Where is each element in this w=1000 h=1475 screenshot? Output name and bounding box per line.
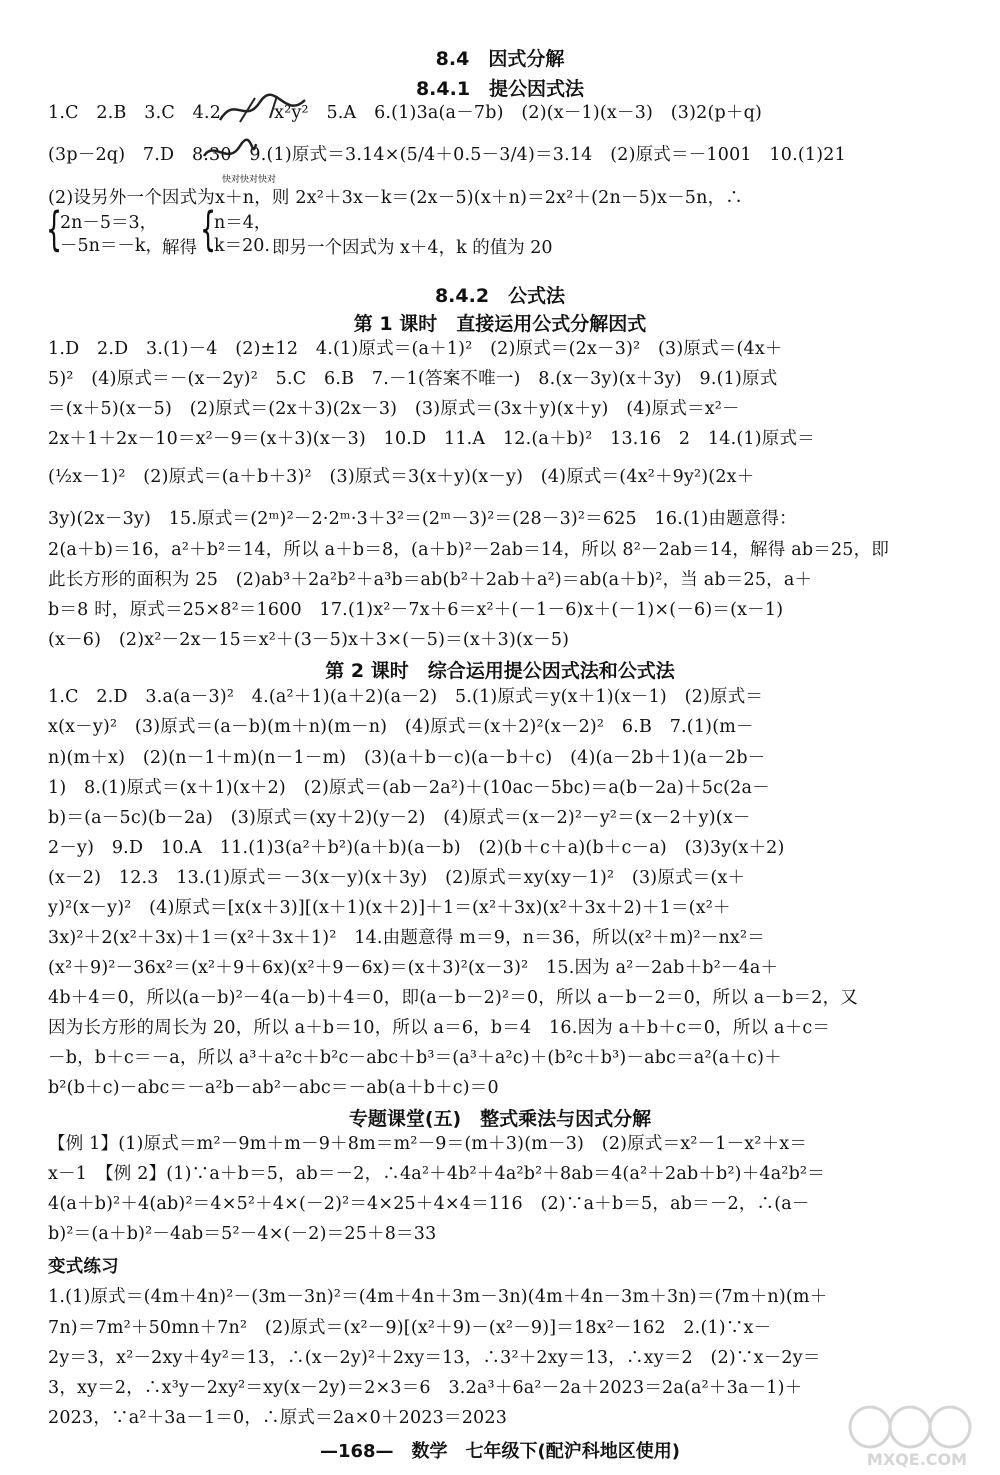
answer-line: 2(a＋b)＝16，a²＋b²＝14，所以 a＋b＝8，(a＋b)²－2ab＝14，所以 8²－2ab＝14，解得 ab＝25，即 bbox=[48, 540, 890, 560]
answer-line: (3p－2q) 7.D 8.30 9.(1)原式＝3.14×(5/4＋0.5－3/4)＝3.14 (2)原式＝－1001 10.(1)21 bbox=[48, 145, 846, 165]
section-title-8-4-1: 8.4.1 提公因式法 bbox=[415, 78, 585, 100]
equation: n＝4， bbox=[214, 213, 272, 233]
answer-line: ＝(x＋5)(x－5) (2)原式＝(2x＋3)(2x－3) (3)原式＝(3x＋y)(x＋y) (4)原式＝x²－ bbox=[48, 399, 740, 419]
topic-title-5: 专题课堂(五) 整式乘法与因式分解 bbox=[348, 1108, 652, 1130]
answer-line: 3，xy＝2，∴x³y－2xy²＝xy(x－2y)＝2×3＝6 3.2a³＋6a²－2a＋2023＝2a(a²＋3a－1)＋ bbox=[48, 1378, 803, 1398]
answer-line: 4(a＋b)²＋4(ab)²＝4×5²＋4×(－2)²＝4×25＋4×4＝116 (2)∵a＋b＝5，ab＝－2，∴(a－ bbox=[48, 1194, 810, 1214]
practice-title: 变式练习 bbox=[48, 1257, 119, 1277]
answer-line: －b，b＋c＝－a，所以 a³＋a²c＋b²c－abc＋b³＝(a³＋a²c)＋(b²c＋b³)－abc＝a²(a＋c)＋ bbox=[48, 1048, 782, 1068]
solve-text: 解得 bbox=[162, 238, 197, 258]
answer-line: (x－2) 12.3 13.(1)原式＝－3(x－y)(x＋3y) (2)原式＝xy(xy－1)² (3)原式＝(x＋ bbox=[48, 868, 746, 888]
handwritten-scribble bbox=[215, 90, 315, 130]
answer-line: 5)² (4)原式＝－(x－2y)² 5.C 6.B 7.－1(答案不唯一) 8.(x－3y)(x＋3y) 9.(1)原式 bbox=[48, 369, 778, 389]
equation: 2n－5＝3， bbox=[60, 213, 158, 233]
answer-line: b)²＝(a＋b)²－4ab＝5²－4×(－2)＝25＋8＝33 bbox=[48, 1224, 437, 1244]
section-title-8-4-2: 8.4.2 公式法 bbox=[434, 285, 566, 307]
answer-line: 2023，∵a²＋3a－1＝0，∴原式＝2a×0＋2023＝2023 bbox=[48, 1408, 508, 1428]
answer-line: (½x－1)² (2)原式＝(a＋b＋3)² (3)原式＝3(x＋y)(x－y) (4)原式＝(4x²＋9y²)(2x＋ bbox=[48, 467, 755, 487]
answer-line: 【例 1】(1)原式＝m²－9m＋m－9＋8m＝m²－9＝(m＋3)(m－3) (2)原式＝x²－1－x²＋x＝ bbox=[48, 1134, 808, 1154]
answer-line: 因为长方形的周长为 20，所以 a＋b＝10，所以 a＝6，b＝4 16.因为 a＋b＋c＝0，所以 a＋c＝ bbox=[48, 1018, 831, 1038]
answer-line: 此长方形的面积为 25 (2)ab³＋2a²b²＋a³b＝ab(b²＋2ab＋a²)＝ab(a＋b)²，当 ab＝25，a＋ bbox=[48, 570, 813, 590]
page-footer: —168— 数学 七年级下(配沪科地区使用) bbox=[319, 1441, 681, 1462]
answer-line: 1.C 2.D 3.a(a－3)² 4.(a²＋1)(a＋2)(a－2) 5.(1)原式＝y(x＋1)(x－1) (2)原式＝ bbox=[48, 687, 764, 707]
equation: －5n＝－k， bbox=[60, 236, 164, 256]
left-brace: { bbox=[200, 202, 217, 256]
equation: k＝20. bbox=[214, 236, 270, 256]
answer-line: b＝8 时，原式＝25×8²＝1600 17.(1)x²－7x＋6＝x²＋(－1－6)x＋(－1)×(－6)＝(x－1) bbox=[48, 600, 784, 620]
answer-line: 2－y) 9.D 10.A 11.(1)3(a²＋b²)(a＋b)(a－b) (2)(b＋c＋a)(b＋c－a) (3)3y(x＋2) bbox=[48, 838, 785, 858]
equation-system-right bbox=[214, 212, 271, 258]
left-brace: { bbox=[46, 202, 63, 256]
answer-line: 3x)²＋2(x²＋3x)＋1＝(x²＋3x＋1)² 14.由题意得 m＝9，n＝36，所以(x²＋m)²－nx²＝ bbox=[48, 928, 765, 948]
lesson-title-2: 第 2 课时 综合运用提公因式法和公式法 bbox=[325, 660, 675, 682]
handwritten-scribble bbox=[200, 136, 260, 170]
equation-system-left bbox=[60, 212, 163, 258]
section-title-8-4: 8.4 因式分解 bbox=[435, 48, 565, 70]
answer-line: 2x＋1＋2x－10＝x²－9＝(x＋3)(x－3) 10.D 11.A 12.(a＋b)² 13.16 2 14.(1)原式＝ bbox=[48, 429, 815, 449]
answer-line: b²(b＋c)－abc＝－a²b－ab²－abc＝－ab(a＋b＋c)＝0 bbox=[48, 1078, 499, 1098]
answer-line: 7n)＝7m²＋50mn＋7n² (2)原式＝(x²－9)[(x²＋9)－(x²－9)]＝18x²－162 2.(1)∵x－ bbox=[48, 1318, 772, 1338]
answer-line: 1.C 2.B 3.C 4.2 x²y² 5.A 6.(1)3a(a－7b) (2)(x－1)(x－3) (3)2(p＋q) bbox=[48, 103, 763, 123]
answer-line: 2y＝3，x²－2xy＋4y²＝13，∴(x－2y)²＋2xy＝13，∴3²＋2xy＝13，∴xy＝2 (2)∵x－2y＝ bbox=[48, 1348, 821, 1368]
watermark-logo bbox=[842, 1403, 992, 1469]
handwritten-note: 快对快对快对 bbox=[222, 175, 277, 185]
answer-line: n)(m＋x) (2)(n－1＋m)(n－1－m) (3)(a＋b－c)(a－b＋c) (4)(a－2b＋1)(a－2b－ bbox=[48, 748, 766, 768]
answer-line: (x－6) (2)x²－2x－15＝x²＋(3－5)x＋3×(－5)＝(x＋3)(x－5) bbox=[48, 630, 570, 650]
conclusion-text: 即另一个因式为 x＋4，k 的值为 20 bbox=[272, 238, 553, 258]
answer-line: y)²(x－y)² (4)原式＝[x(x＋3)][(x＋1)(x＋2)]＋1＝(x²＋3x)(x²＋3x＋2)＋1＝(x²＋ bbox=[48, 898, 731, 918]
answer-line: 1.D 2.D 3.(1)－4 (2)±12 4.(1)原式＝(a＋1)² (2)原式＝(2x－3)² (3)原式＝(4x＋ bbox=[48, 339, 783, 359]
answer-line: 3y)(2x－3y) 15.原式＝(2ᵐ)²－2·2ᵐ·3＋3²＝(2ᵐ－3)²＝(28－3)²＝625 16.(1)由题意得： bbox=[48, 509, 797, 529]
answer-line: b)＝(a－5c)(b－2a) (3)原式＝(xy＋2)(y－2) (4)原式＝(x－2)²－y²＝(x－2＋y)(x－ bbox=[48, 808, 751, 828]
watermark-text: MXQE.COM bbox=[866, 1450, 968, 1469]
answer-line: 1) 8.(1)原式＝(x＋1)(x＋2) (2)原式＝(ab－2a²)＋(10ac－5bc)＝a(b－2a)＋5c(2a－ bbox=[48, 778, 770, 798]
answer-line: x(x－y)² (3)原式＝(a－b)(m＋n)(m－n) (4)原式＝(x＋2)²(x－2)² 6.B 7.(1)(m－ bbox=[48, 717, 754, 737]
answer-line: 1.(1)原式＝(4m＋4n)²－(3m－3n)²＝(4m＋4n＋3m－3n)(4m＋4n－3m＋3n)＝(7m＋n)(m＋ bbox=[48, 1287, 828, 1307]
answer-line: 4b＋4＝0，所以(a－b)²－4(a－b)＋4＝0，即(a－b－2)²＝0，所以 a－b－2＝0，所以 a－b＝2，又 bbox=[48, 988, 858, 1008]
answer-line: (2)设另外一个因式为x＋n，则 2x²＋3x－k＝(2x－5)(x＋n)＝2x²＋(2n－5)x－5n，∴ bbox=[48, 188, 743, 208]
answer-line: (x²＋9)²－36x²＝(x²＋9＋6x)(x²＋9－6x)＝(x＋3)²(x－3)² 15.因为 a²－2ab＋b²－4a＋ bbox=[48, 958, 779, 978]
answer-line: x－1 【例 2】(1)∵a＋b＝5，ab＝－2，∴4a²＋4b²＋4a²b²＋8ab＝4(a²＋2ab＋b²)＋4a²b²＝ bbox=[48, 1164, 825, 1184]
lesson-title-1: 第 1 课时 直接运用公式分解因式 bbox=[353, 313, 647, 335]
